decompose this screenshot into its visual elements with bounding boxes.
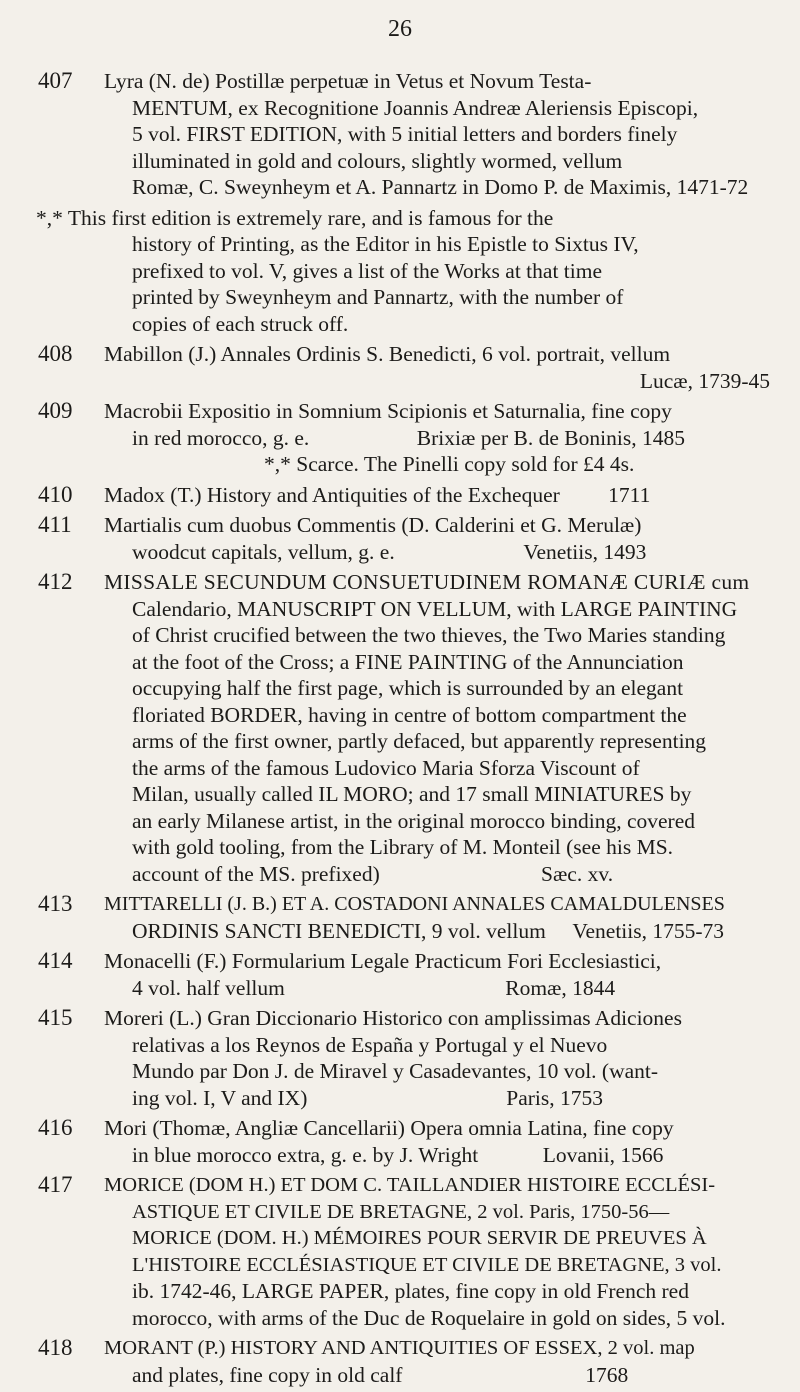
- lot-number: 411: [38, 512, 72, 537]
- lot-number: 417: [38, 1172, 73, 1197]
- lot-number: 407: [38, 68, 73, 93]
- entry-line: an early Milanese artist, in the original morocco binding, covered: [132, 808, 695, 833]
- entry-line: MORICE (DOM. H.) MÉMOIRES POUR SERVIR DE PREUVES À: [132, 1227, 707, 1249]
- imprint-line: Lucæ, 1739-45: [639, 368, 770, 393]
- entry-note: [0, 205, 800, 338]
- entry-line: MENTUM, ex Recognitione Joannis Andreæ Aleriensis Episcopi,: [132, 95, 699, 120]
- lot-number: 412: [38, 569, 73, 594]
- catalogue-entry: [0, 948, 800, 1001]
- catalogue-entry: [0, 482, 800, 509]
- entry-line: morocco, with arms of the Duc de Roquelaire in gold on sides, 5 vol.: [132, 1305, 726, 1330]
- entry-line: ASTIQUE ET CIVILE DE BRETAGNE, 2 vol. Paris, 1750-56—: [132, 1200, 670, 1223]
- lot-number: 409: [38, 398, 73, 423]
- entry-line: floriated BORDER, having in centre of bottom compartment the: [132, 702, 687, 727]
- entry-line: 5 vol. FIRST EDITION, with 5 initial letters and borders finely: [132, 122, 678, 146]
- lot-number: 416: [38, 1115, 73, 1140]
- entry-line: Mundo par Don J. de Miravel y Casadevantes, 10 vol. (want-: [132, 1059, 659, 1083]
- catalogue-entry: [0, 398, 800, 478]
- catalogue-entry: [0, 569, 800, 887]
- entry-line: arms of the first owner, partly defaced, but apparently representing: [132, 729, 707, 753]
- entry-list: [0, 68, 800, 1392]
- note-line: copies of each struck off.: [132, 311, 349, 336]
- entry-line: Calendario, MANUSCRIPT ON VELLUM, with LARGE PAINTING: [132, 596, 738, 621]
- lot-number: 413: [38, 891, 73, 916]
- entry-line: Madox (T.) History and Antiquities of the Exchequer 1711: [104, 482, 651, 507]
- imprint-line: 4 vol. half vellum Romæ, 1844: [132, 975, 616, 1000]
- imprint-line: ORDINIS SANCTI BENEDICTI, 9 vol. vellum Venetiis, 1755-73: [132, 918, 725, 943]
- entry-line: Martialis cum duobus Commentis (D. Calderini et G. Merulæ): [104, 513, 642, 537]
- entry-line: Mabillon (J.) Annales Ordinis S. Benedicti, 6 vol. portrait, vellum: [104, 342, 671, 366]
- entry-line: MORICE (DOM H.) ET DOM C. TAILLANDIER HISTOIRE ECCLÉSI-: [104, 1174, 716, 1196]
- catalogue-entry: [0, 1172, 800, 1331]
- imprint-line: in blue morocco extra, g. e. by J. Wright Lovanii, 1566: [132, 1142, 664, 1167]
- lot-number: 415: [38, 1005, 73, 1030]
- note-line: printed by Sweynheym and Pannartz, with the number of: [132, 285, 624, 309]
- entry-line: Moreri (L.) Gran Diccionario Historico con amplissimas Adiciones: [104, 1006, 682, 1030]
- lot-number: 410: [38, 481, 73, 507]
- imprint-line: woodcut capitals, vellum, g. e. Venetiis, 1493: [132, 539, 647, 564]
- catalogue-entry: [0, 512, 800, 565]
- lot-number: 418: [38, 1335, 73, 1360]
- entry-line: occupying half the first page, which is surrounded by an elegant: [132, 676, 684, 700]
- catalogue-entry: [0, 341, 800, 394]
- imprint-line: and plates, fine copy in old calf 1768: [132, 1362, 629, 1387]
- entry-line: the arms of the famous Ludovico Maria Sforza Viscount of: [132, 755, 640, 780]
- entry-line: MISSALE SECUNDUM CONSUETUDINEM ROMANÆ CURIÆ cum: [104, 570, 750, 594]
- note-line: *,* This first edition is extremely rare, and is famous for the: [36, 205, 554, 230]
- entry-line: with gold tooling, from the Library of M. Monteil (see his MS.: [132, 835, 674, 859]
- catalogue-entry: [0, 1115, 800, 1168]
- entry-line: Lyra (N. de) Postillæ perpetuæ in Vetus et Novum Testa-: [104, 69, 592, 93]
- entry-line: of Christ crucified between the two thieves, the Two Maries standing: [132, 623, 726, 647]
- imprint-line: in red morocco, g. e. Brixiæ per B. de Boninis, 1485: [132, 425, 685, 450]
- entry-line: illuminated in gold and colours, slightly wormed, vellum: [132, 148, 623, 173]
- entry-line: relativas a los Reynos de España y Portugal y el Nuevo: [132, 1032, 608, 1057]
- page-number: 26: [388, 16, 412, 42]
- note-line: history of Printing, as the Editor in his Epistle to Sixtus IV,: [132, 232, 639, 256]
- catalogue-entry: [0, 891, 800, 944]
- entry-line: Macrobii Expositio in Somnium Scipionis et Saturnalia, fine copy: [104, 399, 672, 423]
- entry-line: Monacelli (F.) Formularium Legale Practicum Fori Ecclesiastici,: [104, 949, 662, 973]
- catalogue-entry: [0, 1335, 800, 1388]
- entry-line: Milan, usually called IL MORO; and 17 small MINIATURES by: [132, 782, 692, 806]
- entry-line: L'HISTOIRE ECCLÉSIASTIQUE ET CIVILE DE BRETAGNE, 3 vol.: [132, 1253, 722, 1276]
- entry-line: at the foot of the Cross; a FINE PAINTING of the Annunciation: [132, 649, 684, 674]
- entry-line: MORANT (P.) HISTORY AND ANTIQUITIES OF ESSEX, 2 vol. map: [104, 1337, 695, 1359]
- note-line: prefixed to vol. V, gives a list of the Works at that time: [132, 258, 603, 283]
- entry-line: ib. 1742-46, LARGE PAPER, plates, fine copy in old French red: [132, 1279, 689, 1303]
- imprint-line: Romæ, C. Sweynheym et A. Pannartz in Domo P. de Maximis, 1471-72: [132, 175, 749, 199]
- note-line: *,* Scarce. The Pinelli copy sold for £4 4s.: [264, 452, 635, 476]
- lot-number: 414: [38, 948, 73, 973]
- entry-line: Mori (Thomæ, Angliæ Cancellarii) Opera omnia Latina, fine copy: [104, 1116, 674, 1140]
- entry-line: MITTARELLI (J. B.) ET A. COSTADONI ANNALES CAMALDULENSES: [104, 893, 725, 915]
- catalogue-entry: [0, 1005, 800, 1111]
- catalogue-entry: [0, 68, 800, 201]
- lot-number: 408: [38, 341, 73, 366]
- imprint-line: ing vol. I, V and IX) Paris, 1753: [132, 1085, 603, 1110]
- imprint-line: account of the MS. prefixed) Sæc. xv.: [132, 861, 614, 886]
